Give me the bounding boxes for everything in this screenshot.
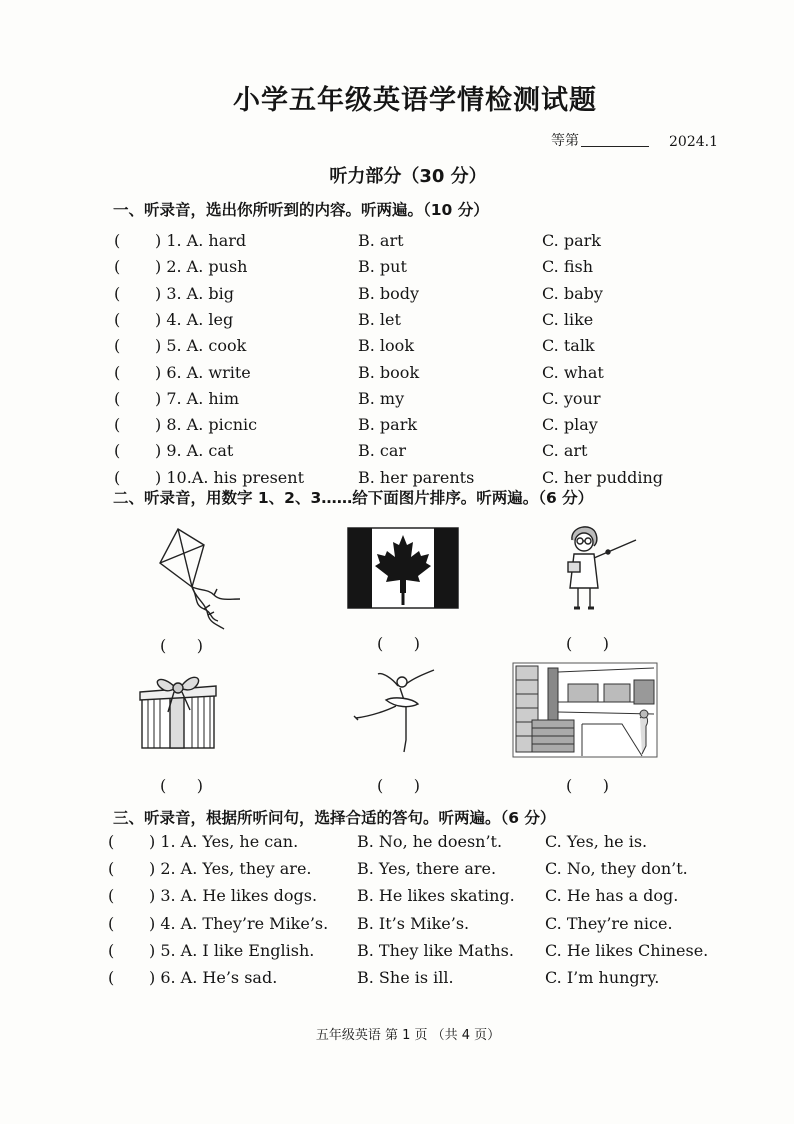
option-a: ) 6. A. He’s sad. (149, 968, 278, 987)
option-c: C. I’m hungry. (545, 968, 660, 987)
option-a: ) 1. A. Yes, he can. (149, 832, 299, 851)
supermarket-icon (512, 662, 658, 758)
gift-box-icon (138, 664, 220, 750)
section3-heading: 三、听录音，根据所听问句，选择合适的答句。听两遍。（6 分） (113, 809, 556, 827)
section2-heading: 二、听录音，用数字 1、2、3……给下面图片排序。听两遍。（6 分） (113, 489, 594, 507)
option-a: ) 5. A. I like English. (149, 940, 315, 960)
option-c: C. They’re nice. (545, 913, 673, 933)
option-b: B. He likes skating. (357, 886, 515, 906)
answer-paren[interactable]: ( (114, 362, 121, 382)
option-a: ) 7. A. him (155, 388, 239, 408)
option-b: B. her parents (358, 467, 475, 487)
blank-teacher[interactable]: ( ) (566, 634, 609, 653)
question-row (0, 441, 794, 465)
option-a: ) 2. A. push (155, 257, 248, 277)
option-b: B. my (358, 388, 405, 408)
option-c: C. baby (542, 283, 603, 303)
answer-paren[interactable]: ( (114, 441, 121, 461)
answer-paren[interactable]: ( (114, 309, 121, 329)
blank-gift-box[interactable]: ( ) (160, 776, 203, 795)
option-c: C. what (542, 362, 604, 382)
option-c: C. play (542, 415, 598, 435)
question-row (0, 914, 794, 938)
canada-flag-icon (347, 527, 459, 609)
option-c: C. park (542, 231, 601, 250)
option-c: C. No, they don’t. (545, 859, 688, 879)
option-a: ) 3. A. He likes dogs. (149, 886, 318, 906)
option-b: B. Yes, there are. (357, 859, 497, 879)
option-b: B. No, he doesn’t. (357, 832, 503, 851)
option-c: C. talk (542, 336, 595, 356)
question-row (0, 968, 794, 992)
option-a: ) 6. A. write (155, 362, 251, 382)
grade-date-line (551, 130, 718, 150)
answer-paren[interactable]: ( (108, 859, 115, 879)
option-c: C. fish (542, 257, 594, 277)
option-b: B. It’s Mike’s. (357, 913, 470, 933)
option-a: ) 4. A. They’re Mike’s. (149, 913, 329, 933)
question-row (0, 389, 794, 413)
option-b: B. art (358, 231, 404, 250)
question-row (0, 363, 794, 387)
option-b: B. car (358, 441, 407, 461)
option-a: ) 5. A. cook (155, 336, 247, 356)
option-b: B. She is ill. (357, 968, 454, 987)
answer-paren[interactable]: ( (114, 388, 121, 408)
option-b: B. book (358, 362, 420, 382)
option-a: ) 1. A. hard (155, 231, 247, 250)
kite-icon (148, 525, 248, 631)
teacher-icon (560, 520, 640, 616)
option-c: C. He has a dog. (545, 886, 679, 906)
option-b: B. park (358, 415, 418, 435)
option-b: B. body (358, 283, 420, 303)
question-row (0, 257, 794, 281)
answer-paren[interactable]: ( (114, 231, 121, 250)
option-c: C. Yes, he is. (545, 832, 648, 851)
option-c: C. art (542, 441, 588, 461)
blank-ballet-dancer[interactable]: ( ) (377, 776, 420, 795)
option-a: ) 3. A. big (155, 283, 235, 303)
answer-paren[interactable]: ( (108, 940, 115, 960)
question-row (0, 832, 794, 856)
question-row (0, 859, 794, 883)
option-b: B. look (358, 336, 415, 356)
answer-paren[interactable]: ( (114, 283, 121, 303)
question-row (0, 310, 794, 334)
question-row (0, 886, 794, 910)
option-c: C. her pudding (542, 467, 664, 487)
option-c: C. your (542, 388, 601, 408)
page-footer: 五年级英语 第 1 页 （共 4 页） (315, 1028, 501, 1043)
answer-paren[interactable]: ( (108, 832, 115, 851)
option-a: ) 9. A. cat (155, 441, 234, 461)
option-b: B. put (358, 257, 407, 277)
question-row (0, 231, 794, 255)
option-a: ) 10.A. his present (155, 467, 304, 487)
question-row (0, 941, 794, 965)
question-row (0, 415, 794, 439)
answer-paren[interactable]: ( (108, 886, 115, 906)
option-c: C. He likes Chinese. (545, 940, 709, 960)
grade-blank (581, 146, 649, 147)
grade-label: 等第 (551, 133, 579, 149)
listening-part-title: 听力部分（30 分） (329, 166, 487, 187)
answer-paren[interactable]: ( (114, 257, 121, 277)
ballet-dancer-icon (352, 668, 438, 756)
answer-paren[interactable]: ( (108, 968, 115, 987)
option-a: ) 8. A. picnic (155, 415, 258, 435)
option-a: ) 4. A. leg (155, 309, 234, 329)
blank-supermarket[interactable]: ( ) (566, 776, 609, 795)
exam-date: 2024.1 (669, 134, 718, 150)
exam-title: 小学五年级英语学情检测试题 (233, 85, 597, 116)
option-b: B. let (358, 309, 401, 329)
answer-paren[interactable]: ( (114, 467, 121, 487)
blank-canada-flag[interactable]: ( ) (377, 634, 420, 653)
answer-paren[interactable]: ( (114, 415, 121, 435)
answer-paren[interactable]: ( (108, 913, 115, 933)
option-c: C. like (542, 309, 594, 329)
question-row (0, 284, 794, 308)
option-a: ) 2. A. Yes, they are. (149, 859, 312, 879)
answer-paren[interactable]: ( (114, 336, 121, 356)
section1-heading: 一、听录音，选出你所听到的内容。听两遍。（10 分） (113, 201, 489, 219)
blank-kite[interactable]: ( ) (160, 636, 203, 655)
question-row (0, 336, 794, 360)
option-b: B. They like Maths. (357, 940, 514, 960)
